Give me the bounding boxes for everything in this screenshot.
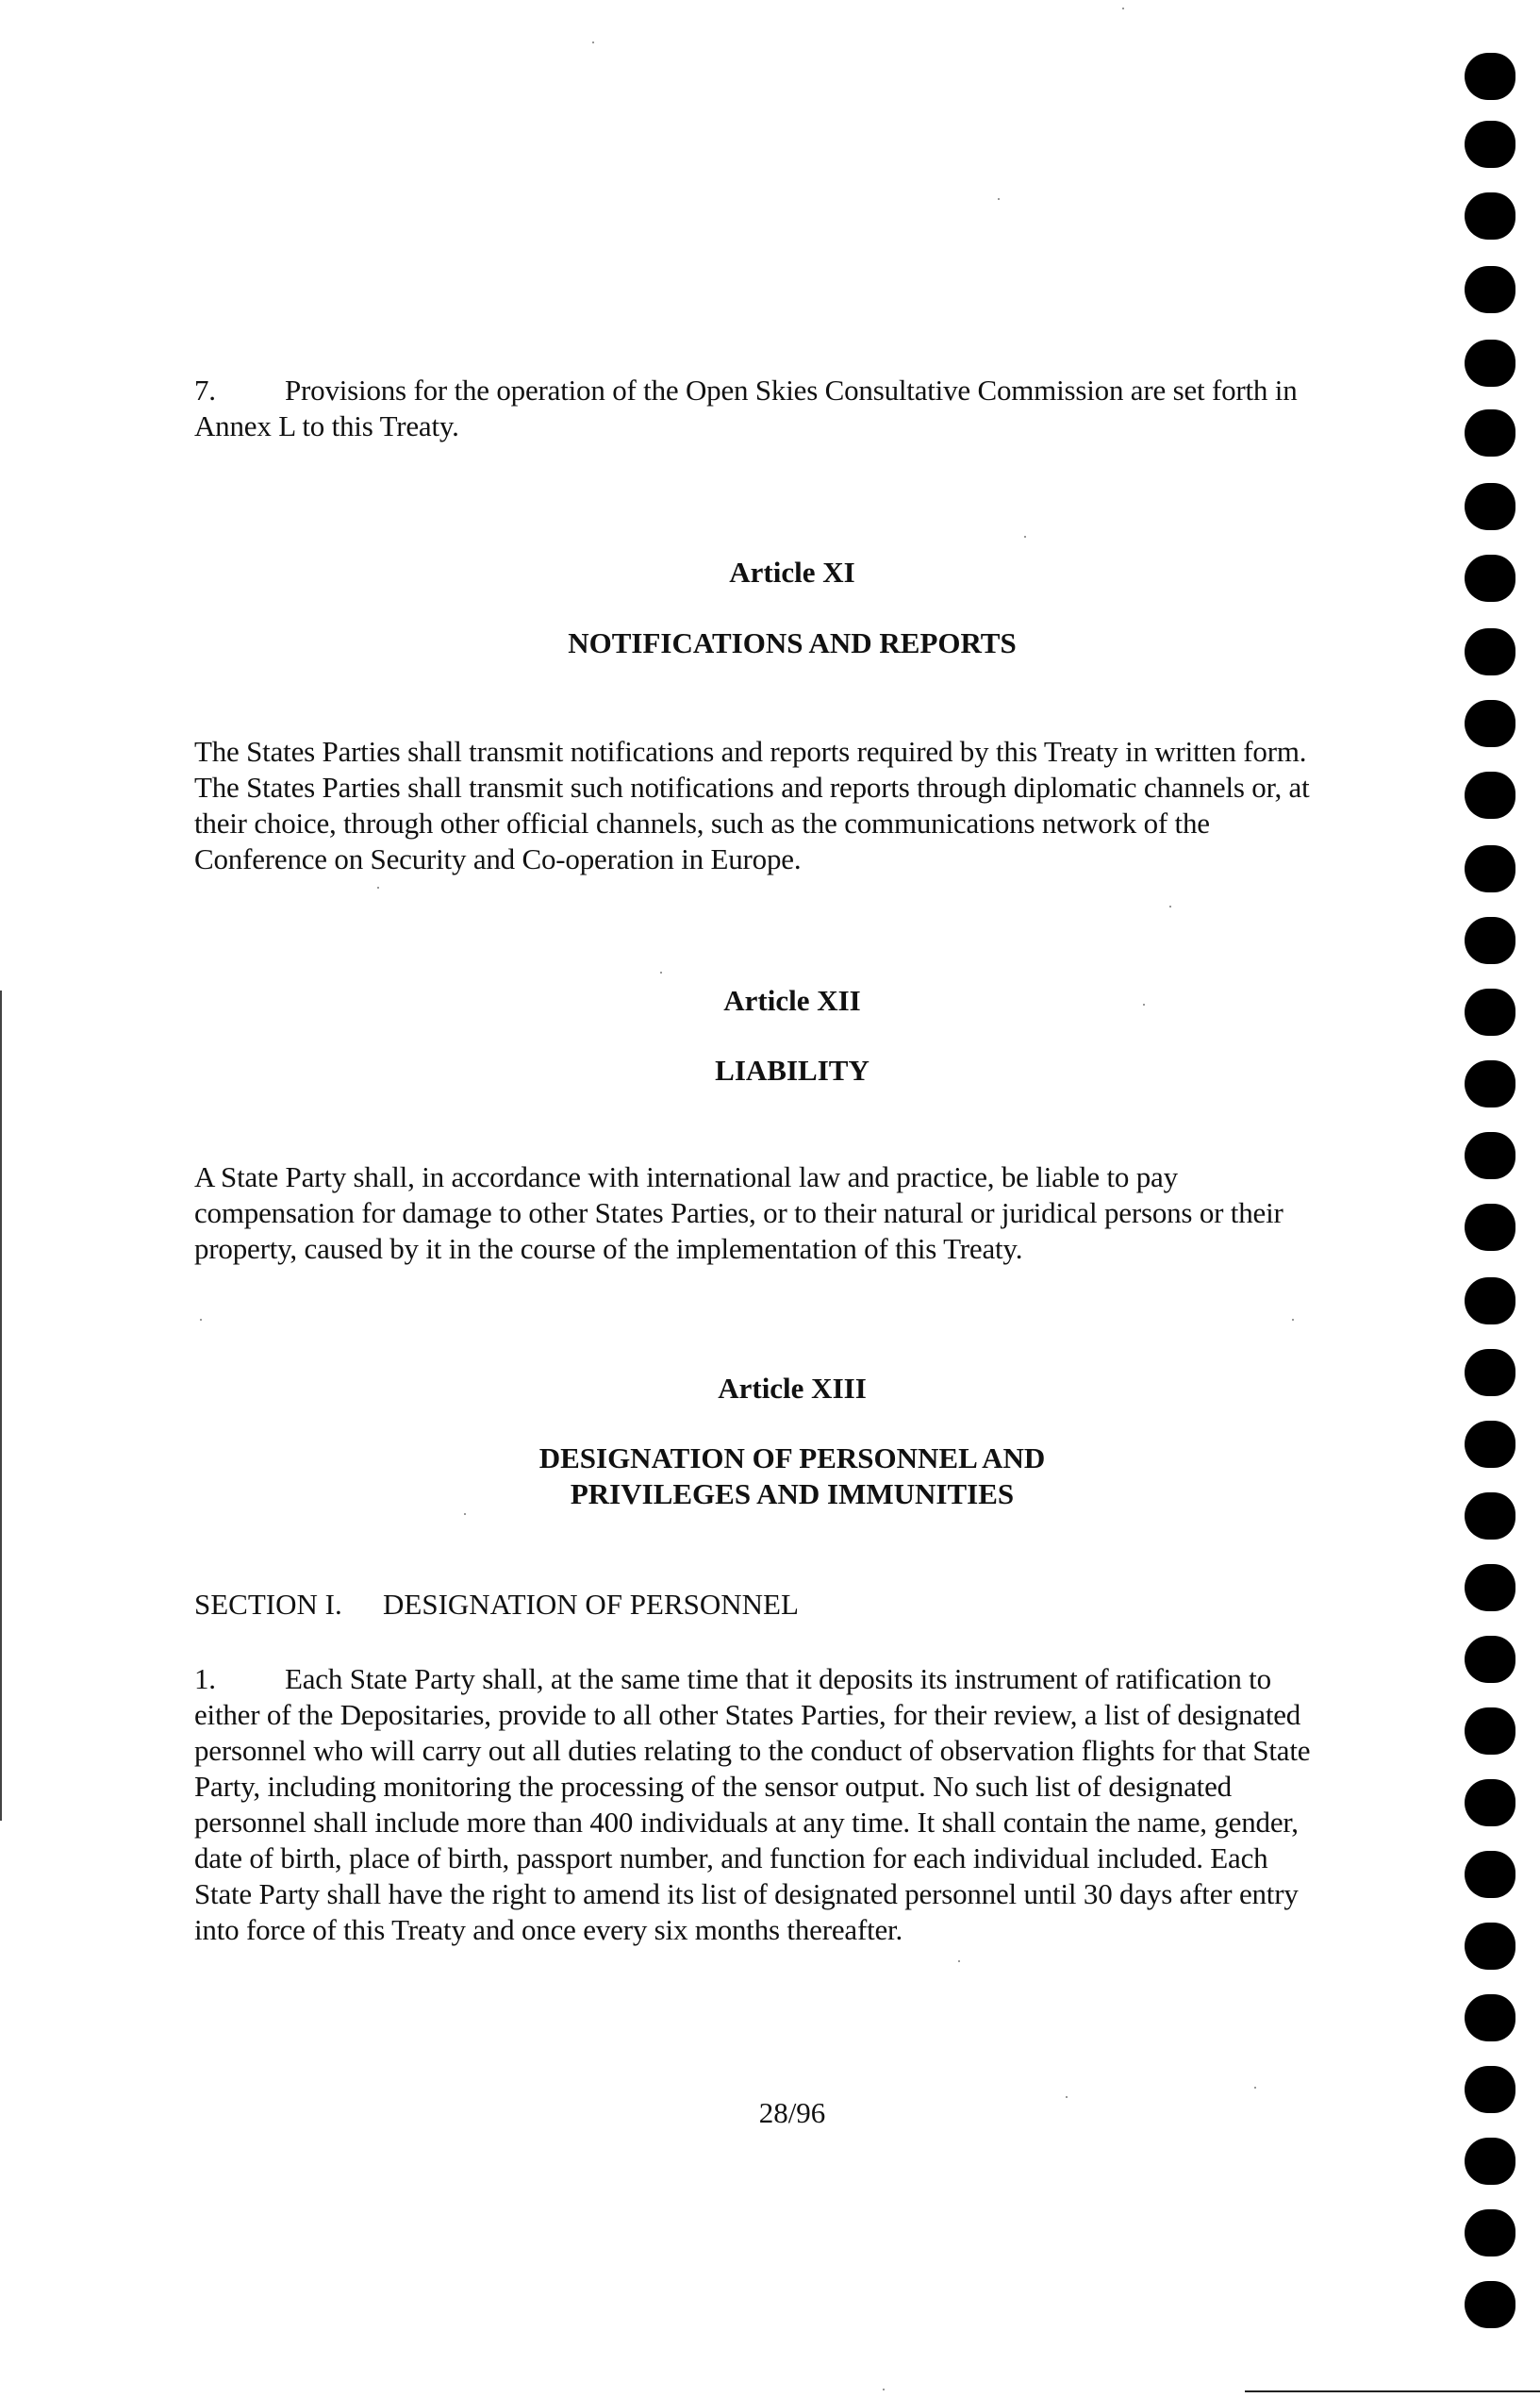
body-line: The States Parties shall transmit notifications and reports required by this Treaty in written form. (194, 735, 1307, 768)
binding-hole (1465, 53, 1515, 100)
binding-holes (1465, 0, 1540, 2398)
binding-hole (1465, 1779, 1515, 1826)
binding-hole (1465, 1923, 1515, 1970)
binding-hole (1465, 2281, 1515, 2328)
binding-hole (1465, 628, 1515, 675)
binding-hole (1465, 845, 1515, 892)
body-line: into force of this Treaty and once every six months thereafter. (194, 1913, 903, 1946)
body-line: Party, including monitoring the processing of the sensor output. No such list of designated (194, 1770, 1232, 1803)
article-xii-heading: LIABILITY (715, 1054, 869, 1087)
article-xi-body (194, 734, 1364, 877)
binding-hole (1465, 266, 1515, 313)
page-number: 28/96 (758, 2096, 826, 2129)
section-heading (194, 1587, 799, 1623)
binding-hole (1465, 1636, 1515, 1683)
binding-hole (1465, 555, 1515, 602)
binding-hole (1465, 483, 1515, 530)
scan-speck (1143, 1004, 1145, 1006)
binding-hole (1465, 409, 1515, 457)
section-title: DESIGNATION OF PERSONNEL (383, 1588, 799, 1621)
article-xi-heading: NOTIFICATIONS AND REPORTS (568, 626, 1017, 659)
body-line: date of birth, place of birth, passport number, and function for each individual included. Each (194, 1841, 1268, 1874)
scan-speck (1024, 536, 1026, 538)
binding-hole (1465, 700, 1515, 747)
scan-speck (377, 887, 379, 889)
article-xii-title: Article XII (723, 984, 861, 1017)
binding-hole (1465, 2209, 1515, 2256)
scan-speck (958, 1960, 960, 1962)
paragraph-7 (194, 373, 1364, 444)
section-number: SECTION I. (194, 1588, 342, 1621)
binding-hole (1465, 1060, 1515, 1107)
scan-speck (1169, 906, 1171, 908)
paragraph-number: 1. (194, 1662, 216, 1695)
paragraph-number: 7. (194, 374, 216, 407)
article-xii-body (194, 1159, 1364, 1267)
binding-hole (1465, 192, 1515, 240)
article-xiii-paragraph-1 (194, 1661, 1364, 1948)
body-line: State Party shall have the right to amend its list of designated personnel until 30 days after entry (194, 1877, 1299, 1910)
scan-speck (200, 1319, 202, 1321)
paragraph-text: Provisions for the operation of the Open Skies Consultative Commission are set forth in (285, 374, 1298, 407)
body-line: A State Party shall, in accordance with international law and practice, be liable to pay (194, 1160, 1178, 1193)
binding-hole (1465, 772, 1515, 819)
body-line: personnel shall include more than 400 individuals at any time. It shall contain the name, gender, (194, 1806, 1299, 1839)
article-xi-title: Article XI (729, 556, 855, 589)
article-xiii-title: Article XIII (718, 1372, 867, 1405)
scan-speck (998, 198, 1000, 200)
article-xiii-heading-line1: DESIGNATION OF PERSONNEL AND (538, 1441, 1046, 1474)
binding-hole (1465, 1707, 1515, 1755)
body-line: their choice, through other official channels, such as the communications network of the (194, 807, 1210, 840)
scan-speck (1122, 8, 1124, 9)
body-line: property, caused by it in the course of the implementation of this Treaty. (194, 1232, 1023, 1265)
binding-hole (1465, 2138, 1515, 2185)
binding-hole (1465, 1204, 1515, 1251)
binding-hole (1465, 1349, 1515, 1396)
binding-hole (1465, 1564, 1515, 1611)
binding-hole (1465, 1277, 1515, 1324)
body-line: personnel who will carry out all duties relating to the conduct of observation flights for that State (194, 1734, 1311, 1767)
binding-hole (1465, 1492, 1515, 1540)
binding-hole (1465, 2066, 1515, 2113)
binding-hole (1465, 1132, 1515, 1179)
binding-hole (1465, 989, 1515, 1036)
scan-speck (660, 972, 662, 974)
scan-speck (883, 2389, 885, 2390)
scan-speck (1254, 2087, 1256, 2089)
article-xiii-heading-line2: PRIVILEGES AND IMMUNITIES (570, 1477, 1015, 1510)
binding-hole (1465, 1851, 1515, 1898)
scan-speck (1066, 2096, 1068, 2098)
scan-speck (1292, 1319, 1294, 1321)
body-line: either of the Depositaries, provide to all other States Parties, for their review, a list of designated (194, 1698, 1301, 1731)
scan-speck (592, 42, 594, 43)
scan-speck (464, 1513, 466, 1515)
body-line: The States Parties shall transmit such notifications and reports through diplomatic channels or, at (194, 771, 1310, 804)
binding-hole (1465, 121, 1515, 168)
binding-hole (1465, 1994, 1515, 2041)
body-line: compensation for damage to other States Parties, or to their natural or juridical persons or their (194, 1196, 1283, 1229)
binding-hole (1465, 340, 1515, 387)
scan-edge-line (0, 991, 2, 1821)
binding-hole (1465, 917, 1515, 964)
paragraph-text: Annex L to this Treaty. (194, 409, 459, 442)
binding-hole (1465, 1421, 1515, 1468)
body-line: Each State Party shall, at the same time that it deposits its instrument of ratification to (285, 1662, 1271, 1695)
body-line: Conference on Security and Co-operation in Europe. (194, 842, 802, 875)
